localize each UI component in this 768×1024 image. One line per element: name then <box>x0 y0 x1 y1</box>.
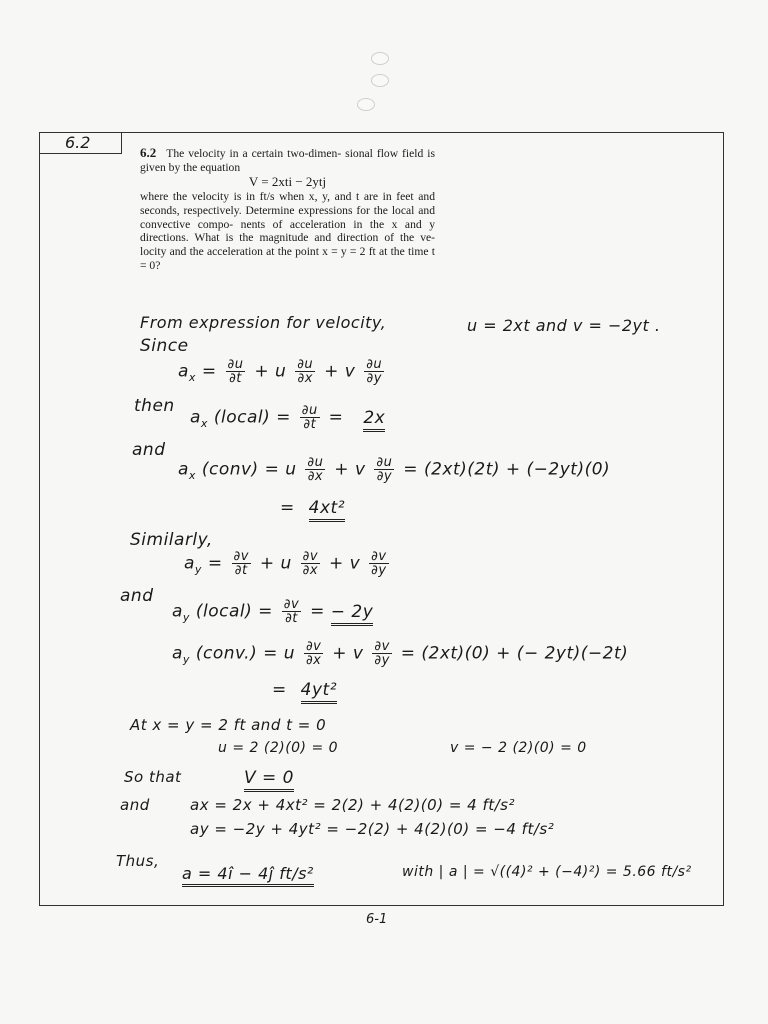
punch-hole-bottom <box>357 98 375 111</box>
line-velocity-components: u = 2xt and v = −2yt . <box>467 316 661 335</box>
problem-body: where the velocity is in ft/s when x, y, and t are in feet and seconds, respectively. Determine expressions for the local and convective compo- nents of acceleration in the x and y directions. What is the magnitude and direction of the ve- locity and the acceleration at the point x = y = 2 ft at the time t = 0? <box>140 190 435 272</box>
ax-local-result: 2x <box>363 408 385 432</box>
ay-local-result: − 2y <box>331 602 374 626</box>
label-so-that: So that <box>124 768 182 786</box>
ax-definition: $a_x$ = $\frac{\partial u}{\partial t}$ + u $\frac{\partial u}{\partial x}$ + v $\frac{\partial u}{\partial y}$ <box>178 357 383 386</box>
label-and-2: and <box>120 586 154 606</box>
punch-hole-middle <box>371 74 389 87</box>
problem-number: 6.2 <box>140 145 157 160</box>
punch-hole-top <box>371 52 389 65</box>
line-from-expression: From expression for velocity, <box>140 313 387 332</box>
label-then: then <box>134 396 175 416</box>
label-since: Since <box>140 336 189 356</box>
ax-convective-result: = 4xt² <box>280 498 345 518</box>
label-and-3: and <box>120 796 150 814</box>
ay-definition: $a_y$ = $\frac{\partial v}{\partial t}$ + u $\frac{\partial v}{\partial x}$ + v $\frac{\partial v}{\partial y}$ <box>184 549 387 578</box>
velocity-equation: V = 2xti − 2ytj <box>248 174 327 190</box>
velocity-zero: V = 0 <box>244 768 294 788</box>
ax-local: $a_x$ (local) = $\frac{\partial u}{\partial t}$ = 2x <box>190 403 386 432</box>
ax-convective: $a_x$ (conv) = u $\frac{\partial u}{\partial x}$ + v $\frac{\partial u}{\partial y}$ = (2xt)(2t) + (−2yt)(0) <box>178 455 611 484</box>
problem-number-box <box>39 132 122 154</box>
acceleration-magnitude: with | a | = √((4)² + (−4)²) = 5.66 ft/s² <box>402 864 692 880</box>
problem-number-label: 6.2 <box>65 133 91 152</box>
ay-final: ay = −2y + 4yt² = −2(2) + 4(2)(0) = −4 ft/s² <box>190 820 555 838</box>
problem-statement <box>140 146 435 272</box>
label-and-1: and <box>132 440 166 460</box>
u-value: u = 2 (2)(0) = 0 <box>218 740 339 756</box>
problem-intro: 6.2 The velocity in a certain two-dimen- sional flow field is given by the equation <box>140 145 435 174</box>
v-value: v = − 2 (2)(0) = 0 <box>450 740 587 756</box>
label-thus: Thus, <box>116 852 160 870</box>
page-number: 6-1 <box>366 912 388 927</box>
ay-local: $a_y$ (local) = $\frac{\partial v}{\partial t}$ = − 2y <box>172 597 374 626</box>
ay-convective: $a_y$ (conv.) = u $\frac{\partial v}{\partial x}$ + v $\frac{\partial v}{\partial y}$ = (2xt)(0) + (− 2yt)(−2t) <box>172 639 629 668</box>
label-similarly: Similarly, <box>130 530 213 550</box>
at-point-line: At x = y = 2 ft and t = 0 <box>130 716 327 734</box>
ay-convective-result: = 4yt² <box>272 680 337 700</box>
ax-final: ax = 2x + 4xt² = 2(2) + 4(2)(0) = 4 ft/s² <box>190 796 516 814</box>
acceleration-vector: a = 4î − 4ĵ ft/s² <box>182 864 314 883</box>
